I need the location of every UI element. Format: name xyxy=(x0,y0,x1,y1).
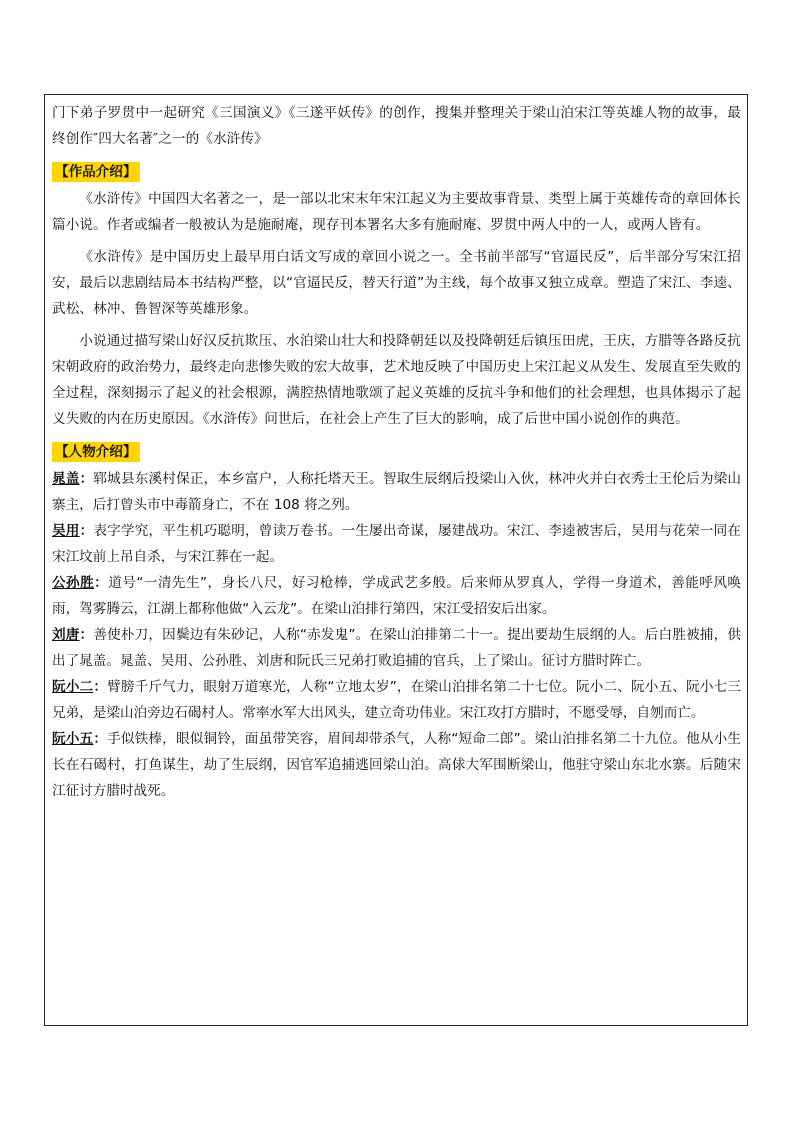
character-name: 晁盖 xyxy=(52,471,80,487)
character-desc: 表字学究，平生机巧聪明，曾读万卷书。一生屡出奇谋，屡建战功。宋江、李逵被害后，吴用与花荣一同在宋江坟前上吊自杀，与宋江葬在一起。 xyxy=(52,523,742,565)
character-desc: 臂膀千斤气力，眼射万道寒光，人称“立地太岁”，在梁山泊排名第二十七位。阮小二、阮小五、阮小七三兄弟，是梁山泊旁边石碣村人。常率水军大出风头，建立奇功伟业。宋江攻打方腊时，不愿受辱，自刎而亡。 xyxy=(52,679,742,721)
character-name: 阮小五 xyxy=(52,731,94,747)
characters-heading: 【人物介绍】 xyxy=(52,442,140,462)
name-separator: ： xyxy=(79,627,94,643)
content-frame xyxy=(44,94,748,1026)
character-name: 吴用 xyxy=(52,523,80,539)
character-name: 公孙胜 xyxy=(52,575,95,591)
character-entry-wuyong xyxy=(52,518,741,570)
name-separator: ： xyxy=(79,523,94,539)
works-paragraph-2: 《水浒传》是中国历史上最早用白话文写成的章回小说之一。全书前半部写“官逼民反”，后半部分写宋江招安，最后以悲剧结局本书结构严整，以“官逼民反，替天行道”为主线，每个故事又独立成章。塑造了宋江、李逵、武松、林冲、鲁智深等英雄形象。 xyxy=(52,249,741,317)
character-desc: 手似铁棒，眼似铜铃，面虽带笑容，眉间却带杀气，人称“短命二郎”。梁山泊排名第二十九位。他从小生长在石碣村，打鱼谋生，劫了生辰纲，因官军追捕逃回梁山泊。高俅大军围断梁山，他驻守梁山东北水寨。后随宋江征讨方腊时战死。 xyxy=(52,731,742,799)
character-entry-ruanxiaoer xyxy=(52,674,741,726)
works-paragraph-3: 小说通过描写梁山好汉反抗欺压、水泊梁山壮大和投降朝廷以及投降朝廷后镇压田虎，王庆，方腊等各路反抗宋朝政府的政治势力，最终走向悲惨失败的宏大故事，艺术地反映了中国历史上宋江起义从发生、发展直至失败的全过程，深刻揭示了起义的社会根源，满腔热情地歌颂了起义英雄的反抗斗争和他们的社会理想，也具体揭示了起义失败的内在历史原因。《水浒传》问世后，在社会上产生了巨大的影响，成了后世中国小说创作的典范。 xyxy=(52,333,741,427)
works-paragraph-1: 《水浒传》中国四大名著之一，是一部以北宋末年宋江起义为主要故事背景、类型上属于英雄传奇的章回体长篇小说。作者或编者一般被认为是施耐庵，现存刊本署名大多有施耐庵、罗贯中两人中的一人，或两人皆有。 xyxy=(52,191,741,233)
character-name: 阮小二 xyxy=(52,679,94,695)
character-entry-liutang xyxy=(52,622,741,674)
character-desc: 善使朴刀，因鬓边有朱砂记，人称“赤发鬼”。在梁山泊排第二十一。提出要劫生辰纲的人。后白胜被捕，供出了晁盖。晁盖、吴用、公孙胜、刘唐和阮氏三兄弟打败追捕的官兵，上了梁山。征讨方腊时阵亡。 xyxy=(52,627,742,669)
works-heading: 【作品介绍】 xyxy=(52,162,140,182)
character-name: 刘唐 xyxy=(52,627,80,643)
name-separator: ： xyxy=(94,575,109,591)
character-entry-gongsunsheng xyxy=(52,570,741,622)
intro-tail-paragraph: 门下弟子罗贯中一起研究《三国演义》《三遂平妖传》的创作，搜集并整理关于梁山泊宋江等英雄人物的故事，最终创作″四大名著″之一的《水浒传》 xyxy=(52,105,741,147)
name-separator: ： xyxy=(93,731,108,747)
character-desc: 道号“一清先生”，身长八尺，好习枪棒，学成武艺多般。后来师从罗真人，学得一身道术，善能呼风唤雨，驾雾腾云，江湖上都称他做“入云龙”。在梁山泊排行第四，宋江受招安后出家。 xyxy=(52,575,742,617)
character-desc: 郓城县东溪村保正，本乡富户，人称托塔天王。智取生辰纲后投梁山入伙，林冲火并白衣秀士王伦后为梁山寨主，后打曾头市中毒箭身亡，不在 108 将之列。 xyxy=(52,471,742,513)
name-separator: ： xyxy=(79,471,94,487)
name-separator: ： xyxy=(93,679,108,695)
character-entry-ruanxiaowu xyxy=(52,726,741,804)
character-entry-chaogai xyxy=(52,466,741,518)
